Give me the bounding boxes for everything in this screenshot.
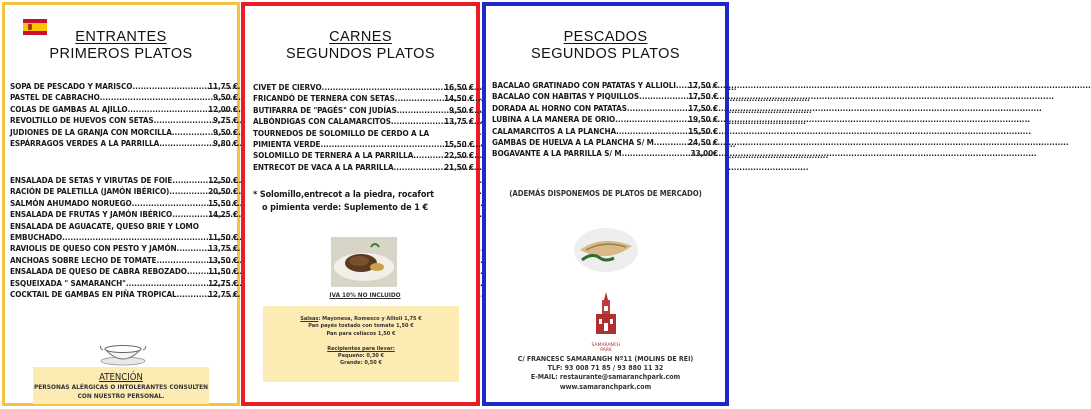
dot-leader [187, 266, 207, 277]
carnes-title: CARNES SEGUNDOS PLATOS [286, 29, 435, 62]
dish-name: SALMÓN AHUMADO NORUEGO [10, 197, 132, 208]
dot-leader [322, 82, 444, 93]
dot-leader [391, 116, 443, 127]
entrante-row [10, 232, 238, 243]
carnes-panel [241, 2, 480, 406]
entrante-row [10, 115, 238, 126]
entrantes-title: ENTRANTES PRIMEROS PLATOS [49, 29, 193, 62]
dish-price: 19,50 € [688, 114, 718, 125]
carne-row [253, 93, 474, 104]
entrante-row [10, 175, 238, 186]
dish-name: SOPA DE PESCADO Y MARISCO [10, 81, 133, 91]
dot-leader [172, 175, 207, 186]
dot-leader [100, 92, 212, 103]
dish-price: 17,50 € [688, 102, 718, 113]
dot-leader [132, 81, 207, 92]
attention-text-line1: PERSONAS ALÉRGICAS O INTOLERANTES CONSULTEN [34, 383, 208, 391]
dish-name: RACIÓN DE PALETILLA (JAMÓN IBÉRICO) [10, 186, 170, 197]
logo-caption: SAMARANCH PARK [591, 343, 621, 353]
pescado-row [492, 148, 718, 159]
mercado-note: (ADEMÁS DISPONEMOS DE PLATOS DE MERCADO) [509, 189, 702, 198]
dot-leader [177, 243, 208, 254]
dish-name: BOGAVANTE A LA PARRILLA S/ M [492, 148, 622, 159]
attention-title: ATENCIÓN [99, 372, 143, 383]
dot-leader [615, 114, 687, 125]
dish-name: RAVIOLIS DE QUESO CON PESTO Y JAMÓN [10, 243, 177, 254]
attention-box [33, 367, 209, 404]
dish-price: 24,50 € [688, 137, 718, 148]
dish-price: 12,75 € [208, 277, 238, 288]
dish-name: ESPÁRRAGOS VERDES A LA PARRILLA [10, 138, 160, 149]
entrante-row [10, 266, 238, 277]
dot-leader [172, 127, 212, 138]
pescado-row [492, 114, 718, 125]
dot-leader [654, 137, 687, 148]
dot-leader [320, 139, 443, 150]
dot-leader [156, 255, 207, 266]
entrante-row [10, 255, 238, 266]
dish-name: COLAS DE GAMBAS AL AJILLO [10, 103, 128, 114]
dish-price: 21,50 € [444, 161, 474, 172]
phone-text: TLF: 93 008 71 85 / 93 880 11 32 [547, 364, 664, 373]
dish-price: 14,50 € [444, 93, 474, 104]
iva-note: IVA 10% NO INCLUIDO [329, 291, 401, 299]
dot-leader [627, 103, 687, 114]
dish-price: 20,50 € [208, 186, 238, 197]
soup-bowl-icon [97, 337, 149, 367]
dot-leader [62, 232, 207, 243]
salsas-box [263, 306, 459, 382]
website-link[interactable]: www.samaranchpark.com [559, 382, 652, 391]
carne-row [253, 116, 474, 127]
pescados-list [492, 80, 718, 160]
entrantes-list-b [10, 175, 238, 300]
pan-tostado-text: Pan payés tostado con tomate 1,50 € [308, 323, 414, 330]
dish-price: 11,50 € [208, 232, 238, 243]
attention-text-line2: CON NUESTRO PERSONAL. [77, 392, 165, 400]
entrante-row [10, 104, 238, 115]
carne-row [253, 82, 474, 93]
dish-name: TOURNEDOS DE SOLOMILLO DE CERDO A LA [253, 127, 430, 138]
pescados-panel [482, 2, 729, 406]
pescado-row [492, 91, 718, 102]
dot-leader [676, 80, 687, 91]
dish-name: ESQUEIXADA " SAMARANCH" [10, 277, 126, 288]
entrante-row [10, 198, 238, 209]
dish-name: BACALAO GRATINADO CON PATATAS Y ALLIOLI [492, 80, 676, 90]
contact-info [486, 355, 725, 392]
dish-name: ANCHOAS SOBRE LECHO DE TOMATE [10, 254, 157, 265]
dish-name: REVOLTILLO DE HUEVOS CON SETAS [10, 115, 154, 126]
dot-leader [132, 198, 207, 209]
dish-price: 9,50 € [213, 126, 238, 137]
dish-price: 13,75 € [444, 116, 474, 127]
dish-price: 11,50 € [208, 266, 238, 277]
pescado-row [492, 80, 718, 91]
dot-leader [126, 278, 207, 289]
entrantes-panel [2, 2, 240, 406]
carne-row [253, 150, 474, 161]
entrante-row [10, 92, 238, 103]
dot-leader [397, 105, 448, 116]
dish-price: 15,50 € [688, 125, 718, 136]
dish-price: 9,75 € [213, 115, 238, 126]
dish-price: 15,50 € [208, 197, 238, 208]
entrante-row [10, 138, 238, 149]
dish-name: DORADA AL HORNO CON PATATAS [492, 102, 627, 113]
dot-leader [172, 209, 207, 220]
dish-name: SOLOMILLO DE TERNERA A LA PARRILLA [253, 150, 414, 161]
dish-name: PIMIENTA VERDE [253, 139, 321, 150]
dish-price: 12,75 € [208, 289, 238, 300]
dot-leader [622, 148, 690, 159]
dot-leader [128, 104, 208, 115]
dish-price: 9,50 € [449, 104, 474, 115]
suplemento-note: * Solomillo,entrecot a la piedra, rocafort o pimienta verde: Suplemento de 1 € [253, 190, 434, 213]
dish-price: 16,50 € [444, 82, 474, 92]
meat-dish-photo [331, 237, 397, 287]
dish-name: EMBUCHADO [10, 232, 63, 243]
fish-dish-photo [572, 220, 640, 276]
dot-leader [154, 115, 212, 126]
dish-name: COCKTAIL DE GAMBAS EN PIÑA TROPICAL [10, 289, 177, 300]
address-text: C/ FRANCESC SAMARANGH Nº11 (MOLINS DE REI) [517, 355, 694, 363]
dish-name: ENSALADA DE QUESO DE CABRA REBOZADO [10, 266, 187, 277]
entrante-row [10, 127, 238, 138]
entrante-row [10, 221, 238, 232]
dish-name: LUBINA A LA MANERA DE ORIO [492, 114, 616, 125]
dish-name: PASTEL DE CABRACHO [10, 92, 100, 103]
dot-leader [616, 126, 687, 137]
dish-name: CIVET DE CIERVO [253, 82, 322, 92]
samaranch-park-logo [593, 292, 619, 344]
dish-name: JUDIONES DE LA GRANJA CON MORCILLA [10, 126, 172, 137]
pescado-row [492, 137, 718, 148]
dot-leader [169, 186, 207, 197]
dish-name: BUTIFARRA DE "PAGÉS" CON JUDÍAS [253, 104, 397, 115]
dish-name: CALAMARCITOS A LA PLANCHA [492, 125, 616, 136]
dish-name: ENSALADA DE AGUACATE, QUESO BRIE Y LOMO [10, 220, 199, 231]
entrantes-list-a [10, 81, 238, 149]
dish-price: 14,25 € [208, 209, 238, 220]
dish-price: 13,75 € [208, 243, 238, 254]
carnes-list [253, 82, 474, 173]
dot-leader [395, 93, 443, 104]
carne-row [253, 162, 474, 173]
dot-leader [177, 289, 207, 300]
dish-price: 15,50 € [444, 139, 474, 150]
pan-celiacos-text: Pan para celíacos 1,50 € [326, 330, 396, 337]
entrante-row [10, 278, 238, 289]
entrante-row [10, 186, 238, 197]
salsas-label: Salsas [300, 316, 319, 322]
dish-name: ENSALADA DE FRUTAS Y JAMÓN IBÉRICO [10, 209, 173, 220]
dish-price: 11,75 € [208, 81, 238, 91]
email-link[interactable]: E-MAIL: restaurante@samaranchpark.com [530, 373, 681, 382]
carne-row [253, 105, 474, 116]
dot-leader [413, 150, 443, 161]
dish-price: 9,50 € [213, 92, 238, 103]
dish-name: FRICANDÓ DE TERNERA CON SETAS [253, 93, 395, 104]
carne-row [253, 128, 474, 139]
dot-leader [394, 162, 444, 173]
entrante-row [10, 209, 238, 220]
dish-price: 33,00€ [690, 148, 718, 159]
dish-name: ENSALADA DE SETAS Y VIRUTAS DE FOIE [10, 175, 173, 185]
carne-row [253, 139, 474, 150]
dish-price: 9,80 € [213, 138, 238, 149]
dish-price: 12,00 € [208, 103, 238, 114]
dish-price: 17,50 € [688, 91, 718, 102]
pescado-row [492, 103, 718, 114]
dot-leader [159, 138, 212, 149]
dish-name: GAMBAS DE HUELVA A LA PLANCHA S/ M [492, 137, 654, 148]
pescado-row [492, 126, 718, 137]
dish-price: 22,50 € [444, 150, 474, 161]
dot-leader [639, 91, 687, 102]
entrante-row [10, 243, 238, 254]
dish-price: 13,50 € [208, 254, 238, 265]
dish-price: 12,50 € [208, 175, 238, 185]
salsas-text: : Mayonesa, Romesco y Allioli 1,75 € [318, 316, 422, 322]
dish-price: 17,50 € [688, 80, 718, 90]
dish-name: ENTRECOT DE VACA A LA PARRILLA [253, 161, 394, 172]
entrante-row [10, 81, 238, 92]
dish-name: BACALAO CON HABITAS Y PIQUILLOS [492, 91, 640, 102]
recipiente-pequeno: Pequeño: 0,30 € [337, 353, 385, 360]
recipiente-grande: Grande: 0,50 € [339, 360, 383, 367]
entrante-row [10, 289, 238, 300]
pescados-title: PESCADOS SEGUNDOS PLATOS [531, 29, 680, 62]
dish-name: ALBÓNDIGAS CON CALAMARCITOS [253, 116, 391, 127]
recipientes-title: Recipientes para llevar: [327, 345, 395, 352]
